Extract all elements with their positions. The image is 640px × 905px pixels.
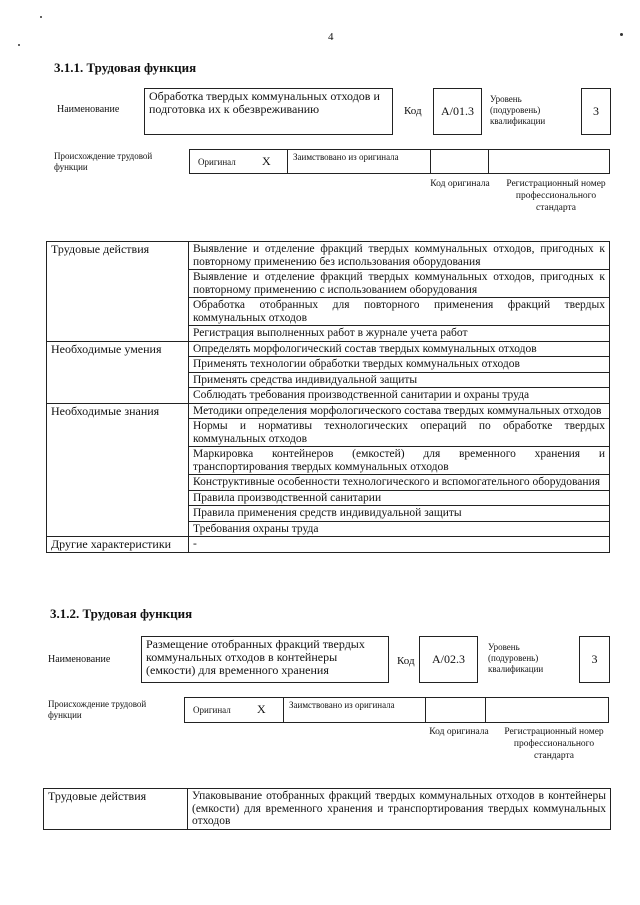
knowledge-label: Необходимые знания [47, 403, 189, 537]
origin-row [184, 697, 609, 723]
scan-speck [18, 44, 20, 46]
level-label: Уровень (подуровень) квалификации [490, 94, 546, 126]
actions-label: Трудовые действия [44, 789, 188, 830]
origin-label: Происхождение трудовой функции [54, 151, 153, 172]
function-name-box: Обработка твердых коммунальных отходов и подготовка их к обезвреживанию [144, 88, 393, 135]
section-title-3-1-2: 3.1.2. Трудовая функция [50, 606, 193, 621]
action-item: Выявление и отделение фракций твердых коммунальных отходов, пригодных к повторному применению без использования оборудования [189, 242, 610, 270]
skill-item: Соблюдать требования производственной санитарии и охраны труда [189, 388, 610, 404]
table-row [47, 242, 610, 270]
scan-speck [40, 16, 42, 18]
skill-item: Применять средства индивидуальной защиты [189, 372, 610, 388]
skills-label: Необходимые умения [47, 341, 189, 403]
borrowed-label: Заимствовано из оригинала [293, 152, 399, 162]
original-mark: X [262, 154, 271, 168]
name-label: Наименование [48, 654, 111, 665]
function-name-box: Размещение отобранных фракций твердых коммунальных отходов в контейнеры (емкости) для временного хранения [141, 636, 389, 683]
table-row [44, 789, 611, 830]
level-value-box: 3 [579, 636, 610, 683]
code-original-caption: Код оригинала [429, 727, 489, 737]
scan-speck [620, 33, 623, 36]
code-label: Код [404, 105, 422, 117]
knowledge-item: Правила производственной санитарии [189, 490, 610, 506]
page-number: 4 [328, 31, 334, 43]
knowledge-item: Конструктивные особенности технологического и вспомогательного оборудования [189, 475, 610, 491]
original-label: Оригинал [193, 705, 231, 715]
function-table-3-1-1 [46, 241, 610, 553]
function-code-box: А/02.3 [419, 636, 478, 683]
code-original-caption: Код оригинала [430, 179, 490, 189]
function-code-box: А/01.3 [433, 88, 482, 135]
level-value-box: 3 [581, 88, 611, 135]
action-item: Выявление и отделение фракций твердых коммунальных отходов, пригодных к повторному применению с использованием оборудования [189, 270, 610, 298]
borrowed-label: Заимствовано из оригинала [289, 700, 395, 710]
knowledge-item: Методики определения морфологического состава твердых коммунальных отходов [189, 403, 610, 419]
code-label: Код [397, 655, 415, 667]
original-label: Оригинал [198, 157, 236, 167]
other-label: Другие характеристики [47, 537, 189, 553]
knowledge-item: Маркировка контейнеров (емкостей) для временного хранения и транспортирования твердых коммунальных отходов [189, 447, 610, 475]
action-item: Упаковывание отобранных фракций твердых коммунальных отходов в контейнеры (емкости) для временного хранения и транспортирования твердых коммунальных отходов [188, 789, 611, 830]
knowledge-item: Нормы и нормативы технологических операций по обработке твердых коммунальных отходов [189, 419, 610, 447]
action-item: Обработка отобранных для повторного применения фракций твердых коммунальных отходов [189, 298, 610, 326]
knowledge-item: Правила применения средств индивидуальной защиты [189, 506, 610, 522]
name-label: Наименование [57, 104, 120, 115]
origin-row [189, 149, 610, 174]
actions-label: Трудовые действия [47, 242, 189, 342]
knowledge-item: Требования охраны труда [189, 521, 610, 537]
section-title-3-1-1: 3.1.1. Трудовая функция [54, 60, 197, 75]
table-row [47, 341, 610, 357]
skill-item: Определять морфологический состав твердых коммунальных отходов [189, 341, 610, 357]
reg-number-caption: Регистрационный номер профессионального стандарта [506, 179, 606, 213]
original-mark: X [257, 702, 266, 716]
level-label: Уровень (подуровень) квалификации [488, 642, 544, 674]
table-row [47, 537, 610, 553]
table-row [47, 403, 610, 419]
action-item: Регистрация выполненных работ в журнале учета работ [189, 326, 610, 342]
skill-item: Применять технологии обработки твердых коммунальных отходов [189, 357, 610, 373]
reg-number-caption: Регистрационный номер профессионального стандарта [504, 727, 604, 761]
function-table-3-1-2 [43, 788, 611, 830]
origin-label: Происхождение трудовой функции [48, 699, 147, 720]
other-value: - [189, 537, 610, 553]
